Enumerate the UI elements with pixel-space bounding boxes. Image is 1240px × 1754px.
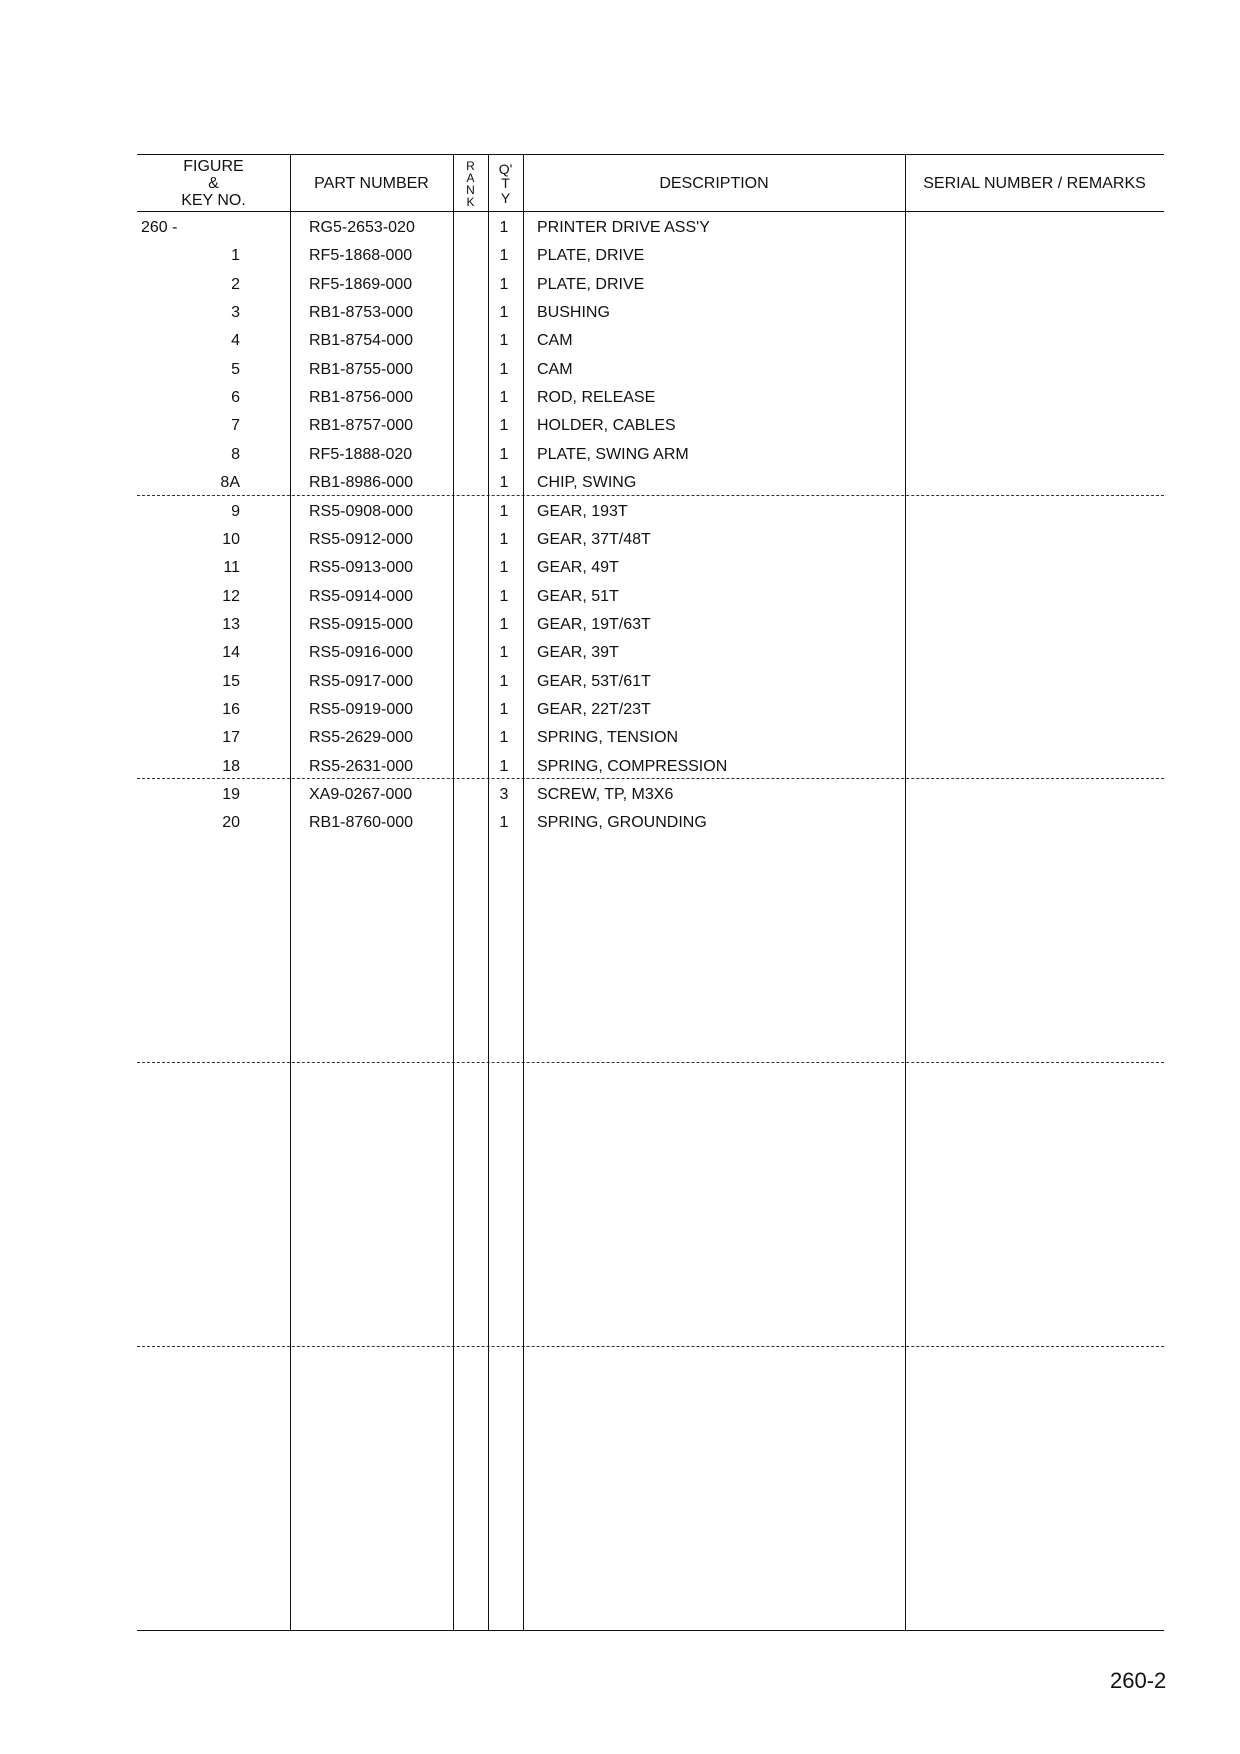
description-cell: GEAR, 22T/23T [537,700,651,718]
header-figure-key [137,155,290,212]
table-row [0,412,1240,440]
description-cell: GEAR, 39T [537,644,619,662]
header-rank-letter: N [466,182,475,197]
description-cell: GEAR, 53T/61T [537,672,651,690]
quantity-cell: 1 [499,644,509,662]
key-number-cell: 3 [231,304,240,322]
quantity-cell: 1 [499,304,509,322]
group-separator [137,1062,1164,1063]
table-row [0,809,1240,837]
quantity-cell: 1 [499,219,509,236]
key-number-cell: 4 [231,332,240,350]
key-number-cell: 8A [220,474,240,492]
key-number-cell: 17 [222,729,240,747]
table-row [0,696,1240,724]
part-number-cell: RS5-0915-000 [309,615,414,633]
part-number-cell: RS5-0917-000 [309,672,414,690]
quantity-cell: 1 [499,615,509,633]
quantity-cell: 1 [499,275,509,293]
key-number-cell: 10 [222,530,240,548]
header-description [523,155,905,212]
header-rank [453,155,488,212]
part-number-cell: RB1-8757-000 [309,417,414,435]
table-row [0,271,1240,299]
part-number-cell: RS5-0914-000 [309,587,414,605]
quantity-cell: 1 [499,530,509,548]
quantity-cell: 1 [499,729,509,747]
table-row [0,668,1240,696]
key-number-cell: 9 [231,502,240,520]
quantity-cell: 1 [499,360,509,378]
description-cell: PLATE, SWING ARM [537,445,689,463]
quantity-cell: 1 [499,587,509,605]
header-figure-line2: & [208,175,219,192]
description-cell: PLATE, DRIVE [537,247,645,265]
table-row [0,498,1240,526]
key-number-cell: 11 [223,559,240,577]
table-row [0,724,1240,752]
header-qty [488,155,523,212]
group-separator [137,1346,1164,1347]
quantity-cell: 1 [499,502,509,520]
description-cell: SPRING, GROUNDING [537,814,707,832]
description-cell: CAM [537,332,573,350]
description-cell: GEAR, 19T/63T [537,615,651,633]
table-row [0,753,1240,781]
description-cell: GEAR, 49T [537,559,619,577]
quantity-cell: 1 [499,559,509,577]
page-number: 260-2 [1110,1668,1167,1693]
table-row [0,469,1240,497]
part-number-cell: RF5-1888-020 [309,445,413,463]
quantity-cell: 1 [499,445,509,463]
table-row [0,441,1240,469]
part-number-cell: RB1-8756-000 [309,389,414,407]
header-qty-letter: Q' [498,160,513,177]
header-qty-letter: T [501,175,510,192]
quantity-cell: 1 [499,332,509,350]
quantity-cell: 1 [499,247,509,265]
figure-cell: 260 - [141,219,178,236]
key-number-cell: 7 [231,417,240,435]
table-row [0,554,1240,582]
key-number-cell: 8 [231,445,240,463]
key-number-cell: 12 [222,587,240,605]
part-number-cell: RG5-2653-020 [309,219,415,236]
description-cell: ROD, RELEASE [537,389,656,407]
part-number-cell: RS5-2631-000 [309,757,414,775]
header-rank-letter: K [466,194,475,209]
key-number-cell: 14 [222,644,240,662]
part-number-cell: RS5-0916-000 [309,644,414,662]
part-number-cell: RS5-0913-000 [309,559,414,577]
header-qty-letter: Y [500,189,511,206]
header-figure-line3: KEY NO. [181,192,246,209]
table-row [0,214,1240,242]
header-rank-letter: R [466,158,475,173]
part-number-cell: RB1-8753-000 [309,304,414,322]
table-row [0,327,1240,355]
table-row [0,384,1240,412]
key-number-cell: 16 [222,700,240,718]
quantity-cell: 3 [499,786,509,803]
table-row [0,639,1240,667]
table-bottom-border [137,1630,1164,1631]
table-row [0,781,1240,809]
key-number-cell: 1 [231,247,240,265]
part-number-cell: RS5-0919-000 [309,700,414,718]
header-part-number-label: PART NUMBER [314,175,429,192]
part-number-cell: RB1-8755-000 [309,360,414,378]
header-remarks-label: SERIAL NUMBER / REMARKS [923,175,1146,192]
description-cell: CAM [537,360,573,378]
header-part-number [290,155,453,212]
description-cell: PLATE, DRIVE [537,275,645,293]
table-row [0,611,1240,639]
part-number-cell: RB1-8760-000 [309,814,414,832]
table-row [0,242,1240,270]
part-number-cell: RF5-1868-000 [309,247,413,265]
key-number-cell: 2 [231,275,240,293]
description-cell: PRINTER DRIVE ASS'Y [537,219,710,236]
table-row [0,583,1240,611]
quantity-cell: 1 [499,700,509,718]
key-number-cell: 18 [222,757,240,775]
quantity-cell: 1 [499,389,509,407]
description-cell: GEAR, 37T/48T [537,530,651,548]
quantity-cell: 1 [499,814,509,832]
header-remarks [905,155,1164,212]
key-number-cell: 15 [222,672,240,690]
table-row [0,356,1240,384]
description-cell: HOLDER, CABLES [537,417,676,435]
key-number-cell: 6 [231,389,240,407]
description-cell: GEAR, 193T [537,502,628,520]
part-number-cell: RF5-1869-000 [309,275,413,293]
part-number-cell: RS5-2629-000 [309,729,414,747]
key-number-cell: 19 [222,786,240,803]
description-cell: BUSHING [537,304,610,322]
quantity-cell: 1 [499,417,509,435]
quantity-cell: 1 [499,672,509,690]
description-cell: GEAR, 51T [537,587,619,605]
key-number-cell: 20 [222,814,240,832]
description-cell: SPRING, TENSION [537,729,679,747]
part-number-cell: RB1-8986-000 [309,474,414,492]
quantity-cell: 1 [499,474,509,492]
part-number-cell: XA9-0267-000 [309,786,413,803]
key-number-cell: 13 [222,615,240,633]
description-cell: SCREW, TP, M3X6 [537,786,674,803]
description-cell: CHIP, SWING [537,474,637,492]
header-figure-line1: FIGURE [183,158,244,175]
part-number-cell: RS5-0912-000 [309,530,414,548]
table-row [0,526,1240,554]
header-rank-letter: A [466,170,475,185]
description-cell: SPRING, COMPRESSION [537,757,728,775]
key-number-cell: 5 [231,360,240,378]
quantity-cell: 1 [499,757,509,775]
table-row [0,299,1240,327]
header-description-label: DESCRIPTION [659,175,769,192]
part-number-cell: RB1-8754-000 [309,332,414,350]
part-number-cell: RS5-0908-000 [309,502,414,520]
